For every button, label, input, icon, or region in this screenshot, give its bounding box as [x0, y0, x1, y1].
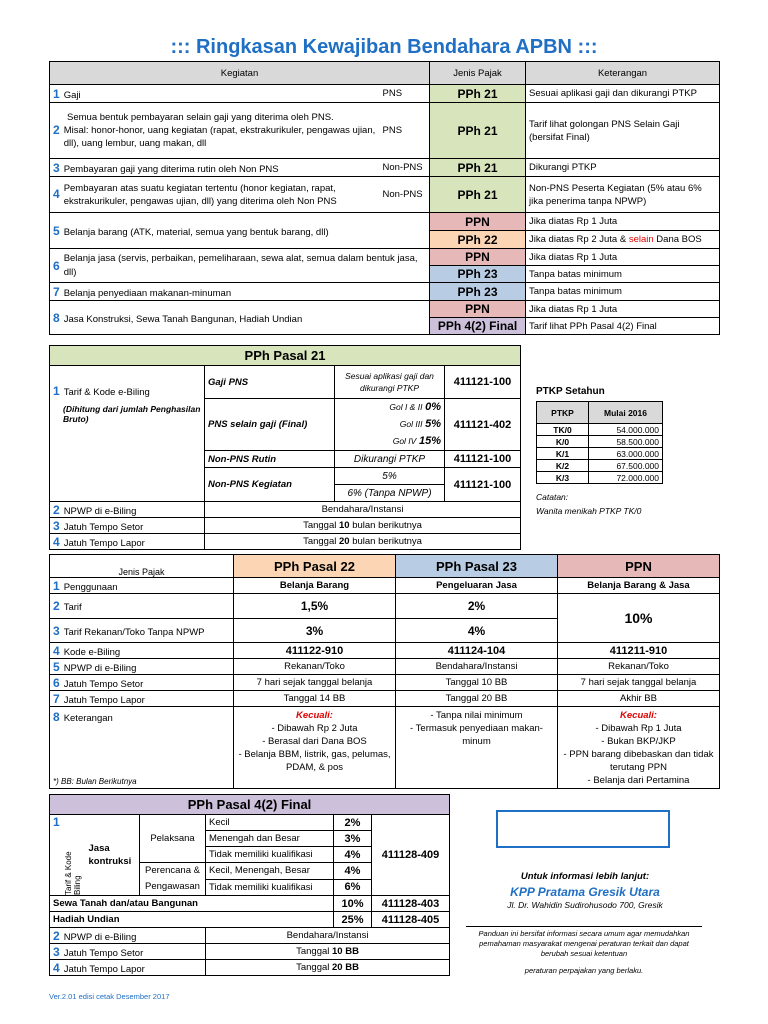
kode-billing: 411121-100 — [445, 366, 521, 399]
ket-item: - Tanpa nilai minimum — [430, 710, 523, 721]
rate: 10% — [334, 896, 372, 912]
kegiatan-text: Semua bentuk pembayaran selain gaji yang diterima oleh PNS. — [67, 112, 334, 123]
row-number: 1 — [53, 815, 60, 829]
page-title: ::: Ringkasan Kewajiban Bendahara APBN ::: — [170, 36, 598, 58]
lapor-value — [206, 960, 450, 976]
ptkp-note: Catatan: — [536, 492, 569, 502]
table-row — [50, 177, 720, 213]
row-number: 7 — [53, 284, 60, 299]
row-number: 6 — [53, 675, 60, 690]
keterangan-text: Jika diatas Rp 1 Juta — [526, 301, 720, 318]
ptkp-amount: 58.500.000 — [589, 436, 663, 448]
keterangan-text: Tarif lihat PPh Pasal 4(2) Final — [526, 318, 720, 335]
ptkp-header: Mulai 2016 — [589, 402, 663, 424]
jenis-pajak: PPN — [430, 301, 526, 318]
npwp-label: NPWP di e-Biling — [63, 931, 137, 943]
rate: 4% — [334, 863, 372, 880]
penggunaan-value: Belanja Barang & Jasa — [558, 578, 720, 594]
kode-billing: 411128-403 — [372, 896, 450, 912]
nonpns-rutin-ket: Dikurangi PTKP — [335, 451, 445, 468]
ptkp-status: K/3 — [537, 472, 589, 484]
header-jenis-pajak: Jenis Pajak — [430, 62, 526, 85]
table-row — [50, 159, 720, 177]
kode-value: 411124-104 — [396, 643, 558, 659]
row-number: 2 — [53, 502, 60, 517]
row-number: 3 — [53, 623, 60, 638]
nonpns-rutin-label: Non-PNS Rutin — [205, 451, 335, 468]
setor-value — [206, 944, 450, 960]
keterangan-text — [526, 231, 720, 249]
kpp-address: Jl. Dr. Wahidin Sudirohusodo 700, Gresik — [507, 900, 663, 910]
lapor-day: 20 — [339, 536, 350, 547]
setor-day: 10 BB — [332, 946, 359, 957]
disclaimer: peraturan perpajakan yang berlaku. — [524, 966, 644, 975]
ket-part: Dana BOS — [653, 234, 702, 245]
status-text: Non-PNS — [380, 177, 430, 213]
row-number: 4 — [53, 187, 60, 201]
compare-table — [49, 554, 720, 789]
setor-label: Jatuh Tempo Setor — [63, 521, 144, 533]
row-number: 3 — [53, 160, 60, 175]
setor-label: Jatuh Tempo Setor — [63, 947, 144, 959]
penggunaan-value: Belanja Barang — [234, 578, 396, 594]
lapor-label: Jatuh Tempo Lapor — [63, 537, 145, 549]
row-number: 6 — [53, 258, 60, 273]
version-label: Ver.2.01 edisi cetak Desember 2017 — [49, 992, 170, 1001]
penggunaan-label: Penggunaan — [63, 581, 118, 593]
nonpns-kegiatan-label: Non-PNS Kegiatan — [205, 468, 335, 502]
kode-label: Kode e-Biling — [63, 646, 121, 658]
ptkp-amount: 67.500.000 — [589, 460, 663, 472]
status-text: Non-PNS — [380, 159, 430, 177]
kualifikasi: Kecil — [206, 815, 334, 831]
jenis-pajak: PPN — [430, 213, 526, 231]
ket-item: - Bukan BKP/JKP — [601, 736, 676, 747]
gol-label: Gol I & II — [389, 402, 423, 412]
npwp-value: Rekanan/Toko — [558, 659, 720, 675]
bb-note: *) BB: Bulan Berikutnya — [53, 777, 137, 786]
table-row — [50, 283, 720, 301]
status-text: PNS — [380, 103, 430, 159]
keterangan-text: Non-PNS Peserta Kegiatan (5% atau 6% jika penerima tanpa NPWP) — [526, 177, 720, 213]
table-row — [50, 85, 720, 103]
pns-selain-label: PNS selain gaji (Final) — [205, 399, 335, 451]
ket-item: - Termasuk penyediaan makan-minum — [410, 723, 543, 747]
setor-value — [205, 518, 521, 534]
lapor-value — [205, 534, 521, 550]
tarif-label: Tarif & Kode e-Biling — [63, 387, 150, 398]
row-number: 1 — [53, 578, 60, 593]
npwp-label: NPWP di e-Biling — [63, 505, 137, 517]
setor-value: 7 hari sejak tanggal belanja — [558, 675, 720, 691]
rate: 4% — [334, 847, 372, 863]
jenis-pajak: PPN — [430, 249, 526, 266]
kode-billing: 411128-405 — [372, 912, 450, 928]
npwp-value: Rekanan/Toko — [234, 659, 396, 675]
kegiatan-text: Pembayaran gaji yang diterima rutin oleh Non PNS — [63, 163, 279, 175]
lapor-part: Tanggal — [303, 536, 339, 547]
keterangan-text: Jika diatas Rp 1 Juta — [526, 249, 720, 266]
jenis-pajak: PPh 21 — [430, 103, 526, 159]
keterangan-label: Keterangan — [63, 713, 113, 724]
ptkp-title: PTKP Setahun — [536, 386, 605, 397]
ptkp-amount: 63.000.000 — [589, 448, 663, 460]
gol-label: Gol IV — [392, 436, 417, 446]
setor-label: Jatuh Tempo Setor — [63, 678, 144, 690]
tarif-label: Tarif — [63, 602, 82, 613]
row-number: 2 — [53, 928, 60, 943]
rate: 2% — [334, 815, 372, 831]
setor-part: Tanggal — [303, 520, 339, 531]
tarif-npwp-label: Tarif Rekanan/Toko Tanpa NPWP — [63, 626, 205, 638]
perencana-label: Perencana & Pengawasan — [140, 863, 206, 896]
ptkp-amount: 72.000.000 — [589, 472, 663, 484]
kualifikasi: Menengah dan Besar — [206, 831, 334, 847]
ptkp-amount: 54.000.000 — [589, 424, 663, 436]
pph42-table — [49, 794, 450, 976]
lapor-part: Tanggal — [296, 962, 333, 973]
table-row — [50, 103, 720, 159]
ptkp-table — [536, 401, 663, 484]
keterangan-text: Dikurangi PTKP — [526, 159, 720, 177]
ket-item: - Belanja dari Pertamina — [587, 775, 690, 786]
tarif-npwp-value: 3% — [234, 619, 396, 643]
pph42-title: PPh Pasal 4(2) Final — [50, 795, 450, 815]
sewa-label: Sewa Tanah dan/atau Bangunan — [50, 896, 334, 912]
row-number: 1 — [53, 86, 60, 101]
gaji-pns-ket: Sesuai aplikasi gaji dan dikurangi PTKP — [335, 366, 445, 399]
row-number: 4 — [53, 643, 60, 658]
keterangan-text: Tanpa batas minimum — [526, 283, 720, 301]
kode-billing: 411128-409 — [372, 815, 450, 896]
ket-selain: selain — [628, 234, 654, 245]
setor-part: bulan berikutnya — [349, 520, 422, 531]
lapor-day: 20 BB — [332, 962, 359, 973]
jenis-pajak: PPh 23 — [430, 283, 526, 301]
gol-rate: 0% — [425, 401, 441, 413]
table-row — [50, 249, 720, 266]
kecuali-label: Kecuali: — [620, 710, 657, 721]
kecuali-label: Kecuali: — [296, 710, 333, 721]
kegiatan-text: Pembayaran atas suatu kegiatan tertentu (honor kegiatan, rapat, ekstrakurikuler, pengawas ujian, dll) yang diterima oleh Non PNS — [63, 182, 337, 207]
row-number: 1 — [53, 384, 60, 398]
pelaksana-label: Pelaksana — [140, 815, 206, 863]
row-number: 2 — [53, 123, 60, 137]
jenis-pajak: PPh 21 — [430, 177, 526, 213]
kualifikasi: Tidak memiliki kualifikasi — [206, 847, 334, 863]
ket-item: - Belanja BBM, listrik, gas, pelumas, PDAM, & pos — [238, 749, 391, 773]
kegiatan-text: Belanja penyediaan makanan-minuman — [63, 287, 232, 299]
disclaimer: Panduan ini bersifat informasi secara umum agar memudahkan pemahaman masyarakat mengenai peraturan terkait dan dapat berubah sesuai ketentuan — [478, 929, 690, 958]
pph21-table — [49, 345, 521, 550]
kpp-name: KPP Pratama Gresik Utara — [510, 885, 660, 899]
ptkp-note: Wanita menikah PTKP TK/0 — [536, 506, 642, 516]
ptkp-status: TK/0 — [537, 424, 589, 436]
pph21-title: PPh Pasal 21 — [50, 346, 521, 366]
keterangan-text: Sesuai aplikasi gaji dan dikurangi PTKP — [526, 85, 720, 103]
ket-item: - PPN barang dibebaskan dan tidak terutang PPN — [563, 749, 714, 773]
jenis-pajak-label: Jenis Pajak — [50, 555, 234, 578]
header-kegiatan: Kegiatan — [50, 62, 430, 85]
kegiatan-detail: Misal: honor-honor, uang kegiatan (rapat, ekstrakurikuler, pengawas ujian, dll), uang lembur, uang makan, dll — [63, 125, 376, 149]
row-number: 8 — [53, 710, 60, 724]
kegiatan-text: Jasa Konstruksi, Sewa Tanah Bangunan, Hadiah Undian — [63, 313, 303, 325]
lapor-value: Tanggal 20 BB — [396, 691, 558, 707]
ket-part: Jika diatas Rp 2 Juta & — [529, 234, 629, 245]
jasa-label: Jasa kontruksi — [86, 815, 140, 896]
ptkp-header: PTKP — [537, 402, 589, 424]
header-keterangan: Keterangan — [526, 62, 720, 85]
tarif-value: 10% — [558, 594, 720, 643]
status-text: PNS — [380, 85, 430, 103]
side-label: Tarif & Kode Biling — [64, 851, 82, 895]
gol-label: Gol III — [399, 419, 423, 429]
row-number: 2 — [53, 599, 60, 613]
ptkp-status: K/1 — [537, 448, 589, 460]
table-row — [50, 213, 720, 231]
ptkp-status: K/0 — [537, 436, 589, 448]
kode-value: 411211-910 — [558, 643, 720, 659]
hadiah-label: Hadiah Undian — [50, 912, 334, 928]
nonpns-kegiatan-rate: 5% — [335, 468, 445, 485]
kode-value: 411122-910 — [234, 643, 396, 659]
kode-billing: 411121-100 — [445, 468, 521, 502]
ket-item: - Dibawah Rp 2 Juta — [271, 723, 358, 734]
tarif-note: (Dihitung dari jumlah Penghasilan Bruto) — [63, 404, 201, 424]
npwp-value: Bendahara/Instansi — [205, 502, 521, 518]
row-number: 3 — [53, 518, 60, 533]
jenis-pajak: PPh 21 — [430, 159, 526, 177]
lapor-label: Jatuh Tempo Lapor — [63, 694, 145, 706]
main-table — [49, 61, 720, 335]
jenis-pajak: PPh 21 — [430, 85, 526, 103]
row-number: 8 — [53, 310, 60, 325]
ket-item: - Berasal dari Dana BOS — [262, 736, 367, 747]
rate: 3% — [334, 831, 372, 847]
ptkp-status: K/2 — [537, 460, 589, 472]
jenis-pajak: PPh 22 — [430, 231, 526, 249]
keterangan-text: Tarif lihat golongan PNS Selain Gaji (bersifat Final) — [526, 103, 720, 159]
penggunaan-value: Pengeluaran Jasa — [396, 578, 558, 594]
row-number: 3 — [53, 944, 60, 959]
row-number: 5 — [53, 223, 60, 238]
keterangan-text: Jika diatas Rp 1 Juta — [526, 213, 720, 231]
logo-frame — [496, 810, 670, 848]
row-number: 4 — [53, 534, 60, 549]
tarif-value: 2% — [396, 594, 558, 619]
jenis-pajak: PPh 4(2) Final — [430, 318, 526, 335]
kegiatan-text: Gaji — [63, 89, 81, 101]
rate: 6% — [334, 879, 372, 896]
npwp-label: NPWP di e-Biling — [63, 662, 137, 674]
kualifikasi: Kecil, Menengah, Besar — [206, 863, 334, 880]
setor-day: 10 — [339, 520, 350, 531]
col-pph23: PPh Pasal 23 — [396, 555, 558, 578]
npwp-value: Bendahara/Instansi — [206, 928, 450, 944]
npwp-value: Bendahara/Instansi — [396, 659, 558, 675]
setor-part: Tanggal — [296, 946, 333, 957]
kegiatan-text: Belanja barang (ATK, material, semua yang bentuk barang, dll) — [63, 226, 329, 238]
setor-value: Tanggal 10 BB — [396, 675, 558, 691]
row-number: 5 — [53, 659, 60, 674]
info-lebih: Untuk informasi lebih lanjut: — [520, 871, 650, 882]
ket-item: - Dibawah Rp 1 Juta — [595, 723, 682, 734]
kegiatan-text: Belanja jasa (servis, perbaikan, pemeliharaan, sewa alat, semua dalam bentuk jasa, dll) — [63, 252, 418, 278]
rate: 25% — [334, 912, 372, 928]
divider — [466, 926, 702, 927]
tarif-npwp-value: 4% — [396, 619, 558, 643]
kode-billing: 411121-402 — [445, 399, 521, 451]
gol-rate: 15% — [418, 435, 441, 447]
tarif-value: 1,5% — [234, 594, 396, 619]
lapor-label: Jatuh Tempo Lapor — [63, 963, 145, 975]
row-number: 4 — [53, 960, 60, 975]
lapor-value: Tanggal 14 BB — [234, 691, 396, 707]
row-number: 7 — [53, 691, 60, 706]
keterangan-text: Tanpa batas minimum — [526, 266, 720, 283]
kualifikasi: Tidak memiliki kualifikasi — [206, 879, 334, 896]
nonpns-kegiatan-rate: 6% (Tanpa NPWP) — [335, 485, 445, 502]
table-row — [50, 301, 720, 318]
lapor-value: Akhir BB — [558, 691, 720, 707]
col-ppn: PPN — [558, 555, 720, 578]
setor-value: 7 hari sejak tanggal belanja — [234, 675, 396, 691]
kode-billing: 411121-100 — [445, 451, 521, 468]
gol-rate: 5% — [425, 418, 441, 430]
gaji-pns-label: Gaji PNS — [205, 366, 335, 399]
col-pph22: PPh Pasal 22 — [234, 555, 396, 578]
lapor-part: bulan berikutnya — [349, 536, 422, 547]
jenis-pajak: PPh 23 — [430, 266, 526, 283]
